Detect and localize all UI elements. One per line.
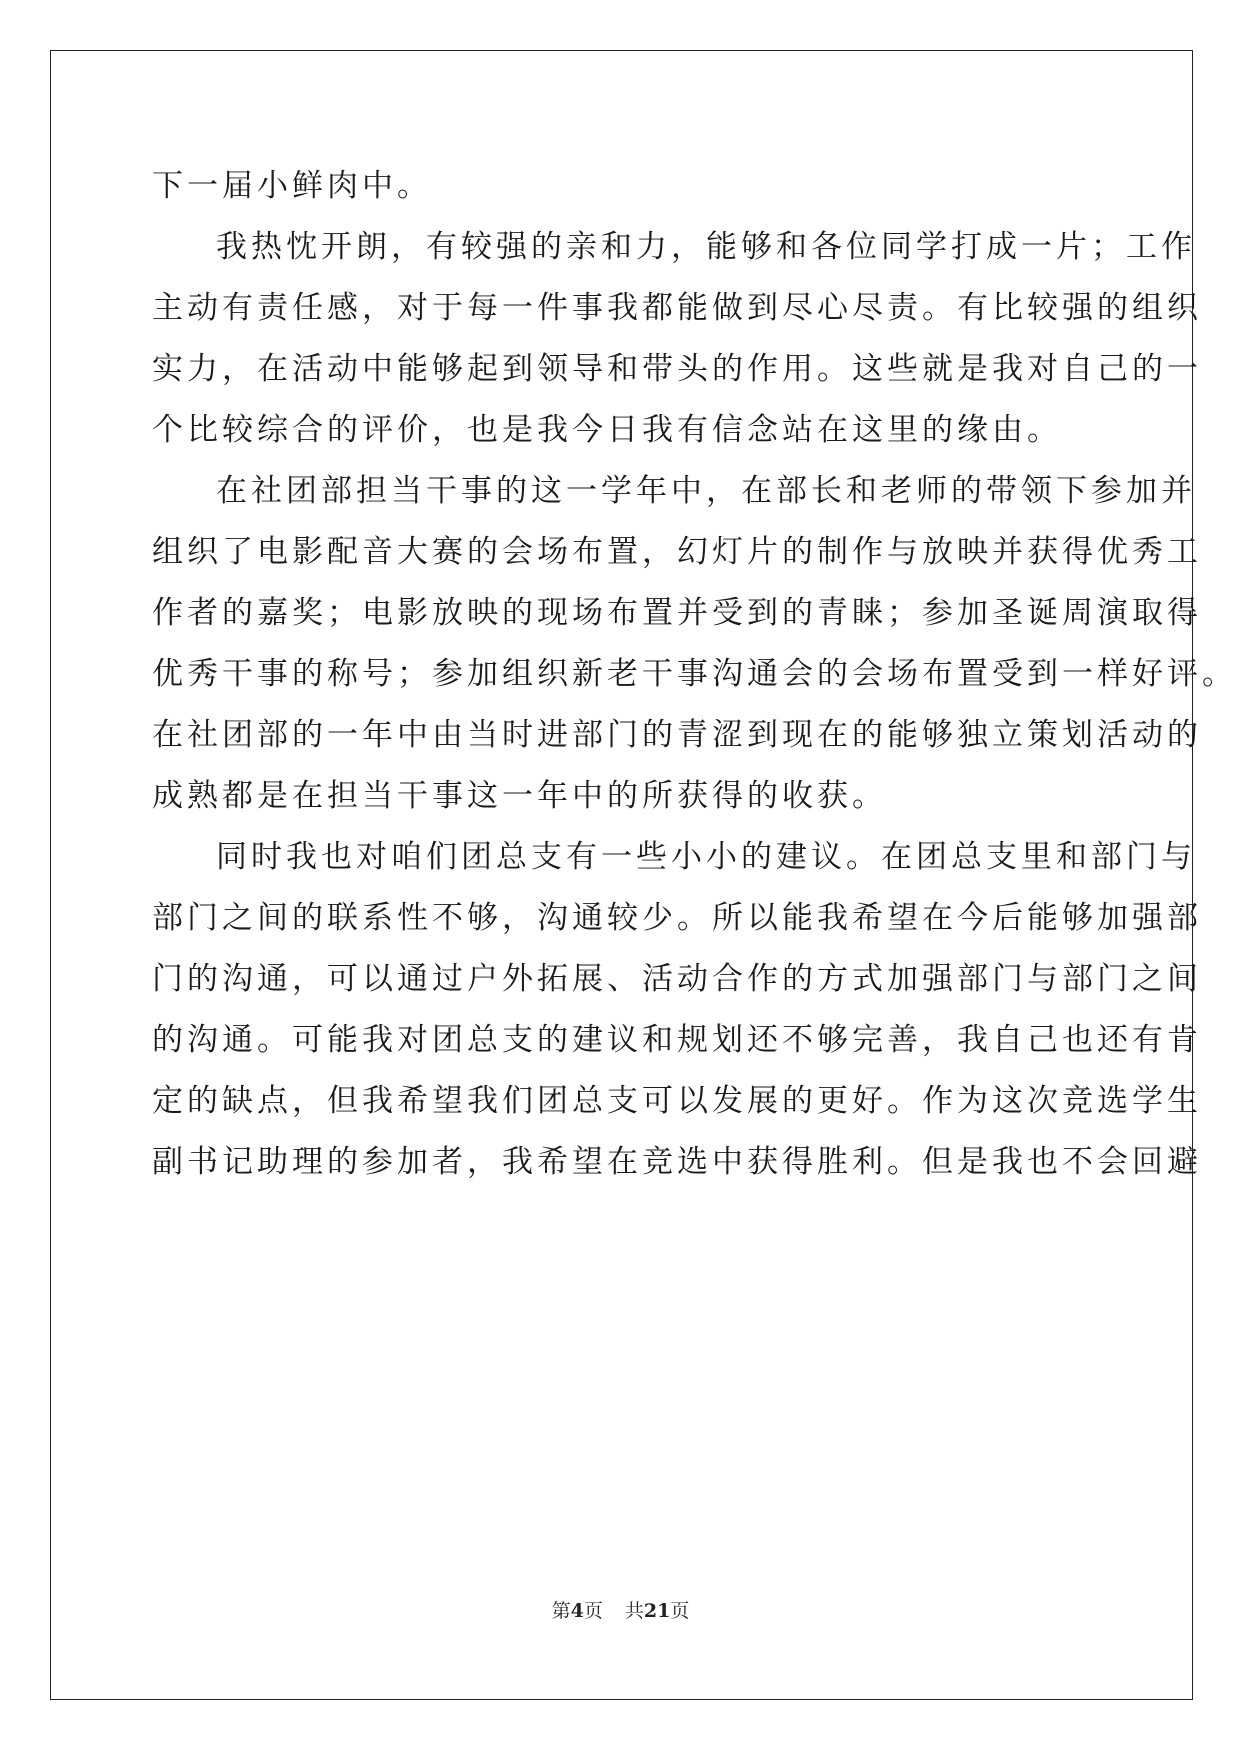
text-line: 部门之间的联系性不够，沟通较少。所以能我希望在今后能够加强部 — [152, 900, 1202, 936]
text-line: 实力，在活动中能够起到领导和带头的作用。这些就是我对自己的一 — [152, 351, 1202, 387]
text-line: 副书记助理的参加者，我希望在竞选中获得胜利。但是我也不会回避 — [152, 1144, 1202, 1180]
page-footer — [0, 1596, 1241, 1623]
text-line: 在社团部担当干事的这一学年中，在部长和老师的带领下参加并 — [216, 473, 1196, 509]
text-line: 的沟通。可能我对团总支的建议和规划还不够完善，我自己也还有肯 — [152, 1022, 1202, 1058]
total-suffix: 页 — [670, 1600, 690, 1622]
text-line: 主动有责任感，对于每一件事我都能做到尽心尽责。有比较强的组织 — [152, 290, 1202, 326]
document-body — [152, 156, 1237, 1193]
text-line: 同时我也对咱们团总支有一些小小的建议。在团总支里和部门与 — [216, 839, 1196, 875]
page-number: 4 — [570, 1600, 584, 1622]
text-line: 组织了电影配音大赛的会场布置，幻灯片的制作与放映并获得优秀工 — [152, 534, 1202, 570]
text-line: 下一届小鲜肉中。 — [152, 168, 432, 204]
text-line: 定的缺点，但我希望我们团总支可以发展的更好。作为这次竞选学生 — [152, 1083, 1202, 1119]
text-line: 作者的嘉奖；电影放映的现场布置并受到的青睐；参加圣诞周演取得 — [152, 595, 1202, 631]
page-suffix: 页 — [583, 1600, 603, 1622]
text-line: 在社团部的一年中由当时进部门的青涩到现在的能够独立策划活动的 — [152, 717, 1202, 753]
page-prefix: 第 — [551, 1600, 571, 1622]
total-pages: 21 — [643, 1600, 671, 1622]
total-prefix: 共 — [624, 1600, 644, 1622]
text-line: 我热忱开朗，有较强的亲和力，能够和各位同学打成一片；工作 — [216, 229, 1196, 265]
text-line: 优秀干事的称号；参加组织新老干事沟通会的会场布置受到一样好评。 — [152, 656, 1237, 692]
text-line: 个比较综合的评价，也是我今日我有信念站在这里的缘由。 — [152, 412, 1062, 448]
text-line: 门的沟通，可以通过户外拓展、活动合作的方式加强部门与部门之间 — [152, 961, 1202, 997]
text-line: 成熟都是在担当干事这一年中的所获得的收获。 — [152, 778, 887, 814]
